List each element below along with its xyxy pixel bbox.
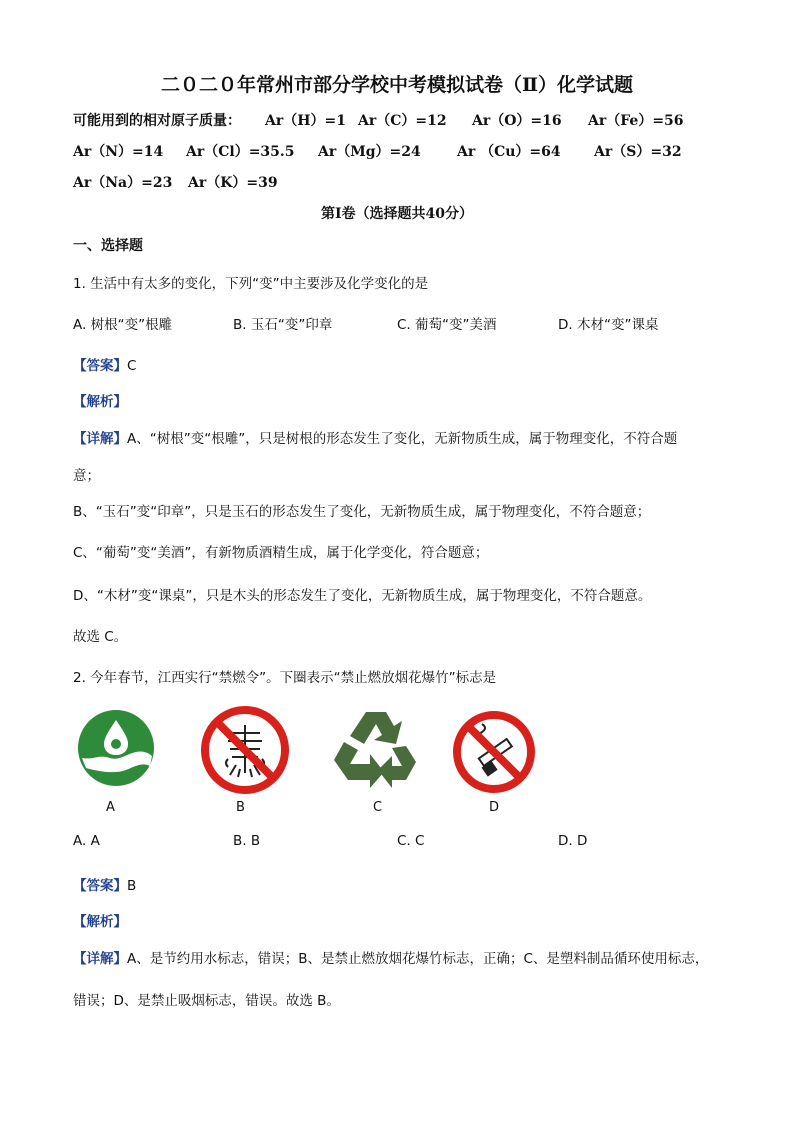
q2-answer-row [73,874,136,894]
atomic-mass-s: Ar（S）=32 [594,144,682,160]
q2-caption-d: D [489,800,500,815]
q2-option-b: B. B [233,833,261,849]
atomic-mass-label: 可能用到的相对原子质量： [73,113,241,129]
q2-analysis-row [73,910,127,930]
part-heading: 一、选择题 [73,238,143,254]
q2-caption-c: C [373,800,383,815]
atomic-mass-h: Ar（H）=1 [265,113,346,129]
q1-conclusion: 故选 C。 [73,629,128,645]
q2-detail-line1 [73,947,708,967]
atomic-mass-na: Ar（Na）=23 [73,175,173,191]
q1-detail-c: C、“葡萄”变“美酒”，有新物质酒精生成，属于化学变化，符合题意； [73,545,489,561]
q2-detail-line2: 错误；D、是禁止吸烟标志，错误。故选 B。 [73,993,340,1009]
q1-detail-a [73,427,677,447]
q1-detail-a-cont: 意； [73,468,100,484]
atomic-mass-fe: Ar（Fe）=56 [588,113,684,129]
q1-detail-label: 【详解】 [73,431,127,447]
q2-option-d: D. D [558,833,588,849]
q2-answer-label: 【答案】 [73,878,127,894]
q1-answer-row [73,354,136,374]
q1-analysis-label: 【解析】 [73,394,127,410]
q2-caption-a: A [106,800,115,815]
no-fireworks-icon [200,705,290,795]
q1-answer-value: C [127,358,137,374]
q2-stem: 2. 今年春节，江西实行“禁燃令”。下圈表示“禁止燃放烟花爆竹”标志是 [73,670,497,686]
q2-option-c: C. C [397,833,425,849]
atomic-mass-mg: Ar（Mg）=24 [318,144,421,160]
page-title: 二０二０年常州市部分学校中考模拟试卷（Ⅱ）化学试题 [160,74,633,96]
atomic-mass-c: Ar（C）=12 [358,113,447,129]
atomic-mass-o: Ar（O）=16 [472,113,562,129]
q2-caption-b: B [236,800,245,815]
atomic-mass-n: Ar（N）=14 [73,144,164,160]
q1-detail-a-text: A、“树根”变“根雕”，只是树根的形态发生了变化，无新物质生成，属于物理变化，不符合题 [127,431,678,447]
q1-stem: 1. 生活中有太多的变化，下列“变”中主要涉及化学变化的是 [73,276,429,292]
q1-detail-d: D、“木材”变“课桌”，只是木头的形态发生了变化，无新物质生成，属于物理变化，不符合题意。 [73,588,652,604]
section-title: 第Ⅰ卷（选择题共40分） [320,206,474,222]
q2-answer-value: B [127,878,137,894]
water-saving-icon [76,708,156,788]
q1-detail-b: B、“玉石”变“印章”，只是玉石的形态发生了变化，无新物质生成，属于物理变化，不符合题意； [73,504,651,520]
recycling-icon [332,706,420,792]
q1-option-b: B. 玉石“变”印章 [233,317,333,333]
q2-detail-label: 【详解】 [73,951,127,967]
atomic-mass-cu: Ar （Cu）=64 [457,144,561,160]
q2-analysis-label: 【解析】 [73,914,127,930]
q2-option-a: A. A [73,833,100,849]
no-smoking-icon [452,710,536,794]
q2-detail-line1-text: A、是节约用水标志，错误；B、是禁止燃放烟花爆竹标志，正确；C、是塑料制品循环使用标志， [127,951,709,967]
atomic-mass-cl: Ar（Cl）=35.5 [186,144,295,160]
q1-option-c: C. 葡萄“变”美酒 [397,317,497,333]
q1-analysis-row [73,390,127,410]
atomic-mass-k: Ar（K）=39 [188,175,278,191]
q1-option-a: A. 树根“变”根雕 [73,317,173,333]
q1-option-d: D. 木材“变”课桌 [558,317,659,333]
q1-answer-label: 【答案】 [73,358,127,374]
